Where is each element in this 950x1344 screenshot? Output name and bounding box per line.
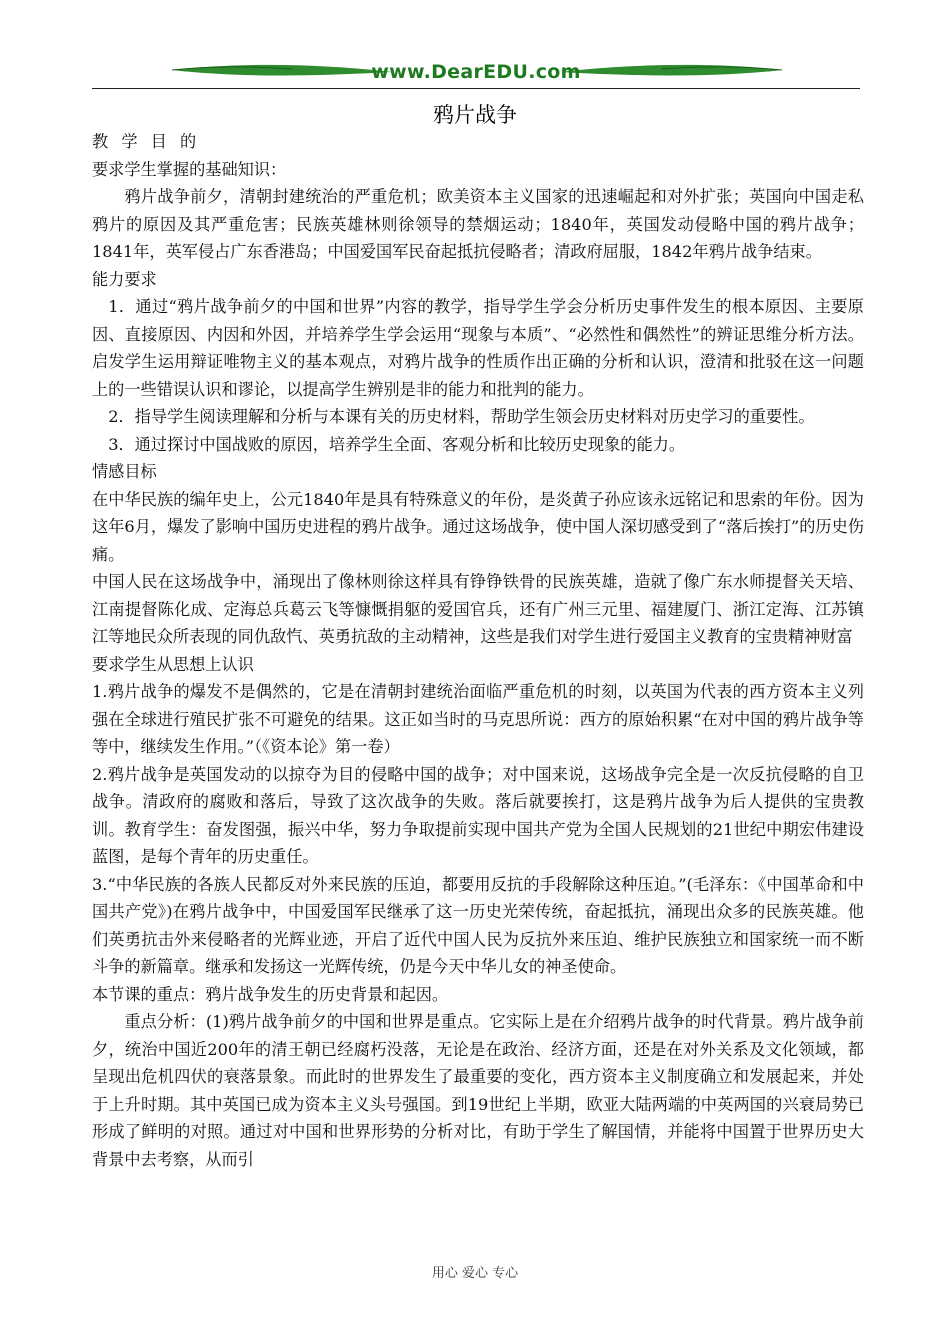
- site-header-banner: [92, 56, 860, 90]
- key-point-analysis: 重点分析：(1)鸦片战争前夕的中国和世界是重点。它实际上是在介绍鸦片战争的时代背景。鸦片战争前夕，统治中国近200年的清王朝已经腐朽没落，无论是在政治、经济方面，还是在对外关系及文化领域，都呈现出危机四伏的衰落景象。而此时的世界发生了最重要的变化，西方资本主义制度确立和发展起来，并处于上升时期。其中英国已成为资本主义头号强国。到19世纪上半期，欧亚大陆两端的中英两国的兴衰局势已形成了鲜明的对照。通过对中国和世界形势的分析对比，有助于学生了解国情，并能将中国置于世界历史大背景中去考察，从而引: [92, 1012, 864, 1169]
- section-heading-teaching-goals: 教 学 目 的: [92, 132, 201, 151]
- ability-item-3: 3．通过探讨中国战败的原因，培养学生全面、客观分析和比较历史现象的能力。: [108, 434, 686, 454]
- ideological-item-2: 2.鸦片战争是英国发动的以掠夺为目的侵略中国的战争；对中国来说，这场战争完全是一次反抗侵略的自卫战争。清政府的腐败和落后，导致了这次战争的失败。落后就要挨打，这是鸦片战争为后人提供的宝贵教训。教育学生：奋发图强，振兴中华，努力争取提前实现中国共产党为全国人民规划的21世纪中期宏伟建设蓝图，是每个青年的历史重任。: [92, 764, 864, 866]
- site-name[interactable]: www.DearEDU.com: [371, 61, 581, 83]
- paragraph-emotional-1: 在中华民族的编年史上，公元1840年是具有特殊意义的年份，是炎黄子孙应该永远铭记和思索的年份。因为这年6月，爆发了影响中国历史进程的鸦片战争。通过这场战争，使中国人深切感受到了“落后挨打”的历史伤痛。: [92, 489, 864, 564]
- subheading-emotional-goals: 情感目标: [92, 462, 157, 481]
- document-body: [92, 128, 864, 1173]
- ability-item-2: 2．指导学生阅读理解和分析与本课有关的历史材料，帮助学生领会历史材料对历史学习的重要性。: [108, 407, 815, 426]
- subheading-basic-knowledge: 要求学生掌握的基础知识：: [92, 159, 287, 179]
- ideological-item-3: 3.“中华民族的各族人民都反对外来民族的压迫，都要用反抗的手段解除这种压迫。”(毛泽东：《中国革命和中国共产党》)在鸦片战争中，中国爱国军民继承了这一历史光荣传统，奋起抵抗，涌现出众多的民族英雄。他们英勇抗击外来侵略者的光辉业迹，开启了近代中国人民为反抗外来压迫、维护民族独立和国家统一而不断斗争的新篇章。继承和发扬这一光辉传统，仍是今天中华儿女的神圣使命。: [92, 874, 864, 976]
- subheading-ideological: 要求学生从思想上认识: [92, 654, 254, 674]
- ability-item-1: 1．通过“鸦片战争前夕的中国和世界”内容的教学，指导学生学会分析历史事件发生的根本原因、主要原因、直接原因、内因和外因，并培养学生学会运用“现象与本质”、“必然性和偶然性”的辨证思维分析方法。启发学生运用辩证唯物主义的基本观点，对鸦片战争的性质作出正确的分析和认识，澄清和批驳在这一问题上的一些错误认识和谬论，以提高学生辨别是非的能力和批判的能力。: [92, 297, 864, 399]
- lesson-key-point: 本节课的重点：鸦片战争发生的历史背景和起因。: [92, 984, 449, 1004]
- subheading-ability: 能力要求: [92, 269, 157, 289]
- header-divider: [92, 88, 860, 89]
- document-title: 鸦片战争: [433, 103, 517, 127]
- page-footer: 用心 爱心 专心: [431, 1266, 519, 1281]
- paragraph-basic-knowledge: 鸦片战争前夕，清朝封建统治的严重危机；欧美资本主义国家的迅速崛起和对外扩张；英国向中国走私鸦片的原因及其严重危害；民族英雄林则徐领导的禁烟运动；1840年，英国发动侵略中国的鸦片战争；1841年，英军侵占广东香港岛；中国爱国军民奋起抵抗侵略者；清政府屈服，1842年鸦片战争结束。: [92, 187, 864, 261]
- ideological-item-1: 1.鸦片战争的爆发不是偶然的，它是在清朝封建统治面临严重危机的时刻，以英国为代表的西方资本主义列强在全球进行殖民扩张不可避免的结果。这正如当时的马克思所说：西方的原始积累“在对中国的鸦片战争等等中，继续发生作用。”（《资本论》第一卷）: [92, 682, 864, 756]
- paragraph-emotional-2: 中国人民在这场战争中，涌现出了像林则徐这样具有铮铮铁骨的民族英雄，造就了像广东水师提督关天培、江南提督陈化成、定海总兵葛云飞等慷慨捐躯的爱国官兵，还有广州三元里、福建厦门、浙江定海、江苏镇江等地民众所表现的同仇敌忾、英勇抗敌的主动精神，这些是我们对学生进行爱国主义教育的宝贵精神财富: [92, 572, 864, 646]
